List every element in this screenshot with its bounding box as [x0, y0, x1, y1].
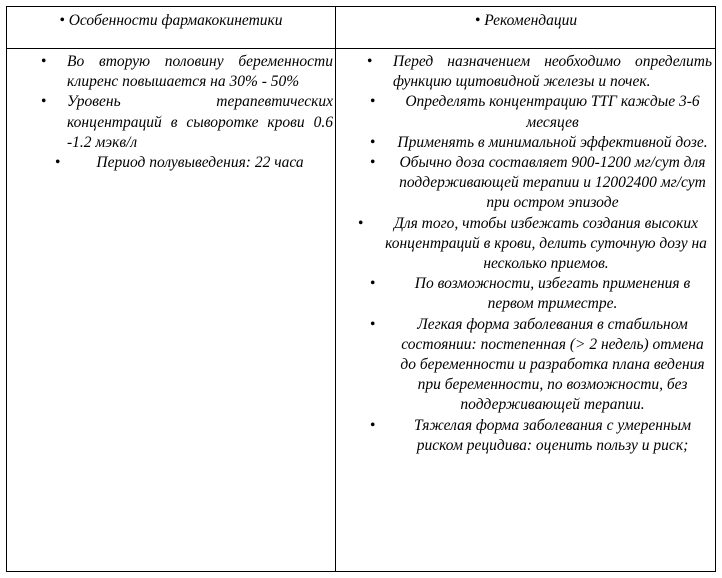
list-item [7, 92, 335, 153]
list-item-text: По возможности, избегать применения в первом триместре. [414, 275, 691, 313]
bullet-icon: • [358, 214, 364, 232]
list-item-text: Во вторую половину беременности клиренс повышается на 30% - 50% [67, 53, 333, 91]
list-item [336, 133, 716, 153]
header-pharmacokinetics: • Особенности фармакокинетики [59, 12, 283, 29]
list-item-text: Период полувыведения: 22 часа [96, 154, 304, 172]
list-item [336, 315, 716, 416]
bullet-icon: • [367, 53, 373, 70]
list-item-text: Определять концентрацию ТТГ каждые 3-6 месяцев [405, 93, 700, 131]
recommendations-table [6, 6, 716, 572]
list-item [336, 52, 716, 92]
bullet-icon: • [55, 154, 61, 172]
list-item-text: Обычно доза составляет 900-1200 мг/сут для поддерживающей терапии и 12002400 мг/сут при остром эпизоде [399, 154, 706, 212]
bullet-icon: • [41, 53, 47, 70]
pharmacokinetics-list [7, 52, 335, 173]
list-item-text: Для того, чтобы избежать создания высоких концентраций в крови, делить суточную дозу на несколько приемов. [385, 214, 707, 273]
bullet-icon: • [370, 154, 376, 172]
list-item-text: Тяжелая форма заболевания с умеренным риском рецидива: оценить пользу и риск; [413, 416, 692, 454]
list-item-text: Легкая форма заболевания в стабильном состоянии: постепенная (> 2 недель) отмена до беременности и разработка плана ведения при беременности, по возможности, без поддерживающей терапии. [400, 315, 705, 414]
bullet-icon: • [370, 275, 376, 293]
list-item [336, 153, 716, 214]
header-divider [7, 48, 715, 49]
bullet-icon: • [370, 93, 376, 111]
list-item-text: Применять в минимальной эффективной дозе. [397, 133, 708, 151]
bullet-icon: • [370, 416, 376, 434]
header-recommendations: • Рекомендации [474, 12, 578, 29]
bullet-icon: • [370, 133, 376, 151]
list-item [336, 416, 716, 456]
list-item [336, 214, 716, 275]
list-item [336, 274, 716, 314]
bullet-icon: • [41, 93, 47, 111]
list-item-text: Перед назначением необходимо определить функцию щитовидной железы и почек. [393, 53, 712, 91]
list-item [7, 52, 335, 92]
list-item [336, 92, 716, 132]
list-item-text: Уровень терапевтических концентраций в сыворотке крови 0.6 -1.2 мэкв/л [67, 93, 333, 151]
list-item [7, 153, 335, 173]
bullet-icon: • [370, 315, 376, 333]
recommendations-list [336, 52, 716, 456]
